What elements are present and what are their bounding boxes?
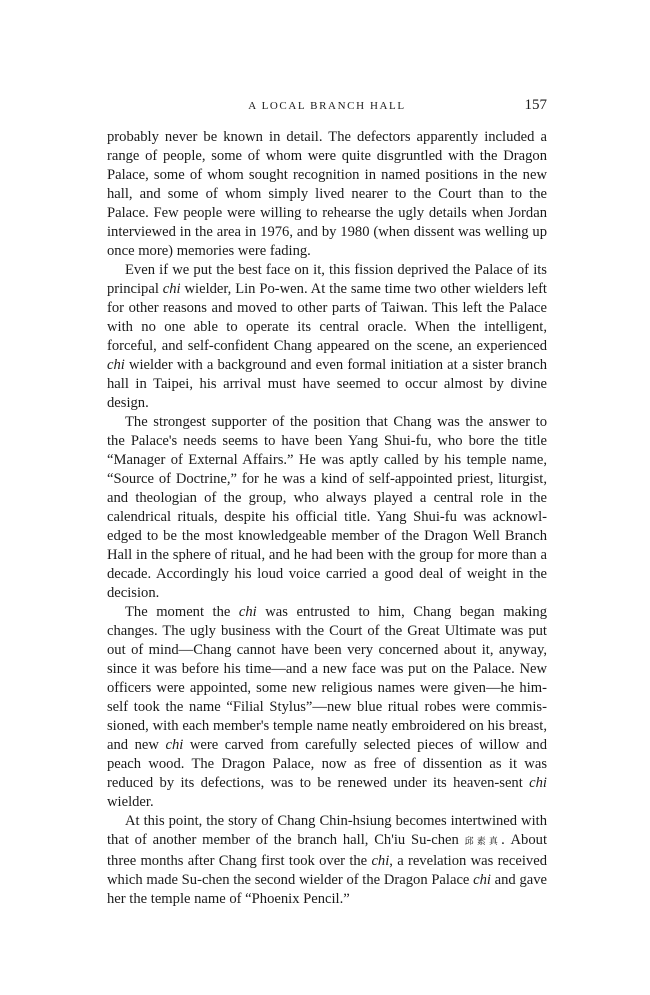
running-title: A LOCAL BRANCH HALL bbox=[248, 100, 406, 112]
italic-term: chi bbox=[238, 604, 257, 620]
text-run: wielder with a background and even formal initiation at a sister branch hall in Taipei, his arrival must have seemed to occur almost by divine design. bbox=[107, 357, 547, 411]
text-run: and gave her the temple name of “Phoenix Pencil.” bbox=[107, 872, 547, 907]
text-run: probably never be known in detail. The defectors apparently included a range of people, some of whom were quite disgruntled with the Dragon Palace, some of whom sought recognition in named positions in the new hall, and some of whom simply lived nearer to the Court than to the Palace. Few people were willing to rehearse the ugly details when Jordan interviewed in the area in 1976, and by 1980 (when dissent was welling up once more) memories were fading. bbox=[107, 129, 547, 259]
page-header bbox=[107, 97, 547, 120]
text-run: The moment the bbox=[125, 604, 239, 620]
italic-term: chi bbox=[529, 775, 547, 791]
text-run: . About three months after Chang first took over the bbox=[107, 832, 548, 869]
text-run: , a revelation was received which made Su-chen the second wielder of the Dragon Palace bbox=[107, 853, 547, 888]
paragraph bbox=[107, 812, 547, 909]
text-run: Even if we put the best face on it, this fission deprived the Palace of its principal bbox=[107, 262, 547, 297]
text-run: wielder, Lin Po-wen. At the same time two other wielders left for other reasons and moved to other parts of Taiwan. This left the Palace with no one able to operate its central oracle. When the intelligent, forceful, and self-confident Chang appeared on the scene, an experienced bbox=[107, 281, 547, 354]
text-run: was entrusted to him, Chang began making changes. The ugly business with the Court of the Great Ultimate was put out of mind—Chang cannot have been very concerned about it, anyway, since it was before his time—and a new face was put on the Palace. New officers were appointed, some new religious names were given—he himself took the name “Filial Stylus”—new blue ritual robes were commissioned, with each member's temple name neatly embroidered on his breast, and new bbox=[107, 604, 547, 753]
page-number: 157 bbox=[524, 97, 547, 113]
body-text bbox=[107, 128, 547, 909]
italic-term: chi bbox=[371, 853, 390, 869]
paragraph bbox=[107, 603, 547, 812]
italic-term: chi bbox=[107, 357, 125, 373]
italic-term: chi bbox=[165, 737, 184, 753]
italic-term: chi bbox=[162, 281, 181, 297]
text-run: wielder. bbox=[107, 794, 154, 810]
text-run: were carved from carefully selected pieces of willow and peach wood. The Dragon Palace, now as free of dissention as it was reduced by its defections, was to be renewed under its heaven-sent bbox=[107, 737, 547, 791]
chinese-characters: 邱素真 bbox=[464, 837, 502, 847]
paragraph bbox=[107, 261, 547, 413]
paragraph bbox=[107, 128, 547, 261]
text-run: At this point, the story of Chang Chin-hsiung becomes intertwined with that of another member of the branch hall, Ch'iu Su-chen bbox=[107, 813, 547, 848]
paragraph bbox=[107, 413, 547, 603]
text-run: The strongest supporter of the position that Chang was the answer to the Palace's needs seems to have been Yang Shui-fu, who bore the title “Manager of External Affairs.” He was aptly called by his temple name, “Source of Doctrine,” for he was a kind of self-appointed priest, liturgist, and theologian of the group, who always played a central role in the calendrical rituals, despite his official title. Yang Shui-fu was acknowledged to be the most knowledgeable member of the Dragon Well Branch Hall in the sphere of ritual, and he had been with the group for more than a decade. Accordingly his loud voice carried a good deal of weight in the decision. bbox=[107, 414, 547, 601]
italic-term: chi bbox=[473, 872, 491, 888]
